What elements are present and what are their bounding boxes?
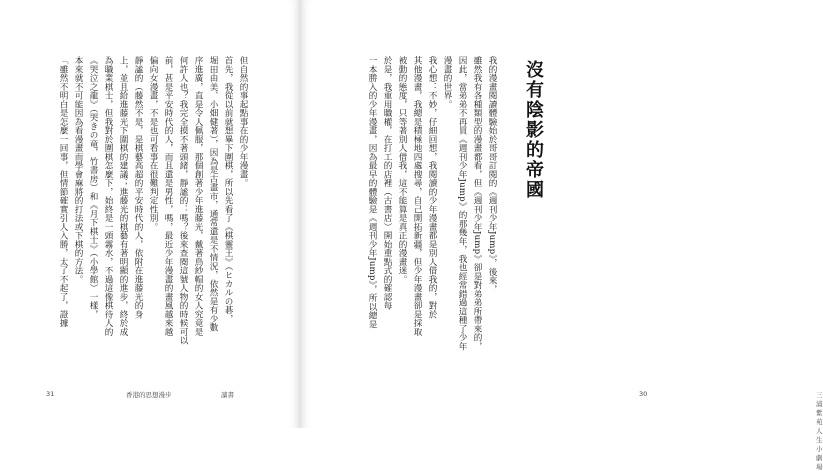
body-column: 被動的態度，只等著別人借我，這不能算是真正的漫畫迷。 (397, 56, 407, 284)
body-column: 前，甚是平安時代的人，而且還是男性，嗎，最近少年漫畫的畫風越來越 (163, 56, 173, 336)
body-column: 序進廣，直是令人佩服，那個創著少年進藤光，戴著鳥紗帽的女人究竟是 (193, 56, 203, 336)
running-head: 三浦紫苑 人生小劇場 (816, 391, 823, 471)
page-number: 31 (46, 390, 55, 398)
body-column: 「雖然不明白是怎麼一回事，但情節確實引人入勝，太了不起了，證據 (58, 56, 68, 328)
section-label: 讀書 (221, 391, 234, 399)
body-column: 何許人也？我完全摸不著頭緒，靜謐的：嗎？後來查閱這號人物的時候可以 (178, 56, 188, 345)
body-column: 本來就不可能因為看漫畫而學會麻將的打法或下棋的方法。 (73, 56, 83, 284)
body-column: 雖然我有各種類型的漫畫都看，但《週刊少年Jump》卻是對弟弟所帶來的， (472, 56, 482, 351)
right-page-body (364, 56, 499, 351)
body-column: 上，並且給進藤光下圍棋的建議；進藤光的棋藝有著明顯的進步，終於成 (118, 56, 128, 336)
running-head: 香港的思想漫步 (126, 391, 172, 399)
body-column: 《哭泣之龍》（哭きの竜，竹書房）和《月下棋士》（小學館）一樣， (88, 56, 98, 319)
body-column: 其他漫畫，我總是積極地四處搜尋，自己開拓新疆，但少年漫畫卻是採取 (412, 56, 422, 336)
body-column: 我的漫畫閱讀體驗始於哥哥訂閱的《週刊少年Jump》，後來， (487, 56, 497, 294)
body-column: 一本勝入的少年漫畫，因為最早的體驗是《週刊少年Jump》，所以總是 (367, 56, 377, 329)
body-column: 於是，我重用職權，在打工的店裡（古書店）開始重點式的確認每 (382, 56, 392, 310)
chapter-title: 沒有陰影的帝國 (522, 60, 544, 200)
body-column: 因此，當弟弟不再買《週刊少年Jump》的那幾年，我也經常錯過這種了少年 (457, 56, 467, 351)
body-column: 我心想：不妙，仔細回想，我閱讀的少年漫畫都是別人借我的，對於 (427, 56, 437, 319)
body-column: 偏向女漫畫，不是也可看事在很難判定性別。 (148, 56, 158, 231)
right-page (301, 0, 823, 471)
body-column: 首先，我從以前就想畢下圍棋，所以先看了《棋靈王》（ヒカルの碁， (223, 56, 233, 323)
body-column: 漫畫的世界。 (442, 56, 452, 109)
body-column: 靜謐的（藤然不是，是棋藝高超的平安時代的人，依附在進藤光的身 (133, 56, 143, 319)
body-column: 堀田由美、小畑健著），因為是古畫市，通常還是不情況，依然是有少數 (208, 56, 218, 332)
left-page-body (55, 56, 250, 346)
page-number: 30 (639, 390, 648, 398)
body-column: 為職業棋士，但我對於圍棋怎麼下，始終是一頭霧水，不過這像棋待人的 (103, 56, 113, 336)
left-page (0, 0, 299, 428)
body-column: 但自然的事起點事在的少年漫畫。 (238, 56, 248, 188)
